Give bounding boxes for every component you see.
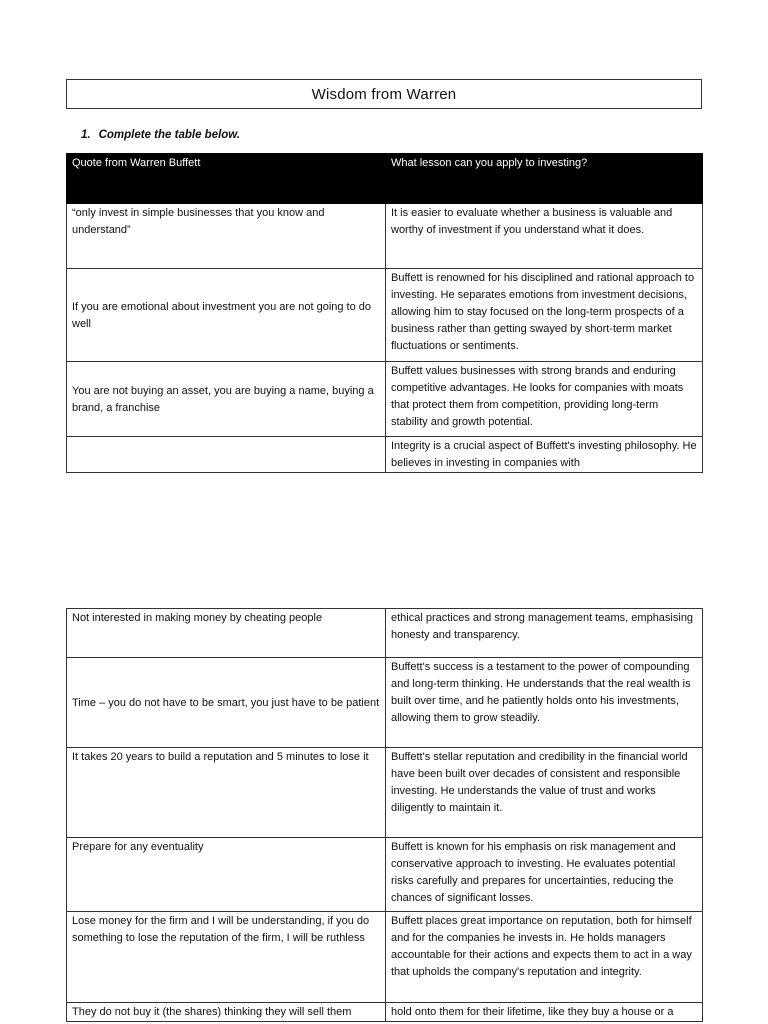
table-row [67, 838, 703, 912]
table-row [67, 362, 703, 437]
quote-cell: You are not buying an asset, you are buying a name, buying a brand, a franchise [67, 362, 386, 437]
lesson-cell: Buffett values businesses with strong brands and enduring competitive advantages. He looks for companies with moats that protect them from competition, providing long-term stability and growth potential. [386, 362, 703, 437]
table-row [67, 269, 703, 362]
instruction-number: 1. [81, 129, 91, 141]
quotes-table-page2 [66, 608, 703, 1022]
quote-cell [67, 437, 386, 473]
table-row [67, 437, 703, 473]
lesson-cell: Buffett's success is a testament to the power of compounding and long-term thinking. He understands that the real wealth is built over time, and he patiently holds onto his investments, allowing them to grow steadily. [386, 658, 703, 748]
quote-cell: Prepare for any eventuality [67, 838, 386, 912]
document-title: Wisdom from Warren [66, 79, 702, 109]
header-quote: Quote from Warren Buffett [67, 154, 386, 204]
header-lesson: What lesson can you apply to investing? [386, 154, 703, 204]
quote-cell: Time – you do not have to be smart, you just have to be patient [67, 658, 386, 748]
lesson-cell: ethical practices and strong management teams, emphasising honesty and transparency. [386, 609, 703, 658]
instruction-text: Complete the table below. [98, 129, 241, 141]
lesson-cell: Buffett is renowned for his disciplined and rational approach to investing. He separates emotions from investment decisions, allowing him to stay focused on the long-term prospects of a business rather than getting swayed by short-term market fluctuations or sentiments. [386, 269, 703, 362]
lesson-cell: Integrity is a crucial aspect of Buffett's investing philosophy. He believes in investing in companies with [386, 437, 703, 473]
quote-cell: It takes 20 years to build a reputation and 5 minutes to lose it [67, 748, 386, 838]
table-row [67, 748, 703, 838]
lesson-cell: Buffett places great importance on reputation, both for himself and for the companies he invests in. He holds managers accountable for their actions and expects them to act in a way that upholds the company's reputation and integrity. [386, 912, 703, 1003]
lesson-cell: It is easier to evaluate whether a business is valuable and worthy of investment if you understand what it does. [386, 204, 703, 269]
quote-cell: If you are emotional about investment you are not going to do well [67, 269, 386, 362]
lesson-cell: Buffett's stellar reputation and credibility in the financial world have been built over decades of consistent and responsible investing. He understands the value of trust and works diligently to maintain it. [386, 748, 703, 838]
table-row [67, 912, 703, 1003]
table-row [67, 1003, 703, 1022]
lesson-cell: hold onto them for their lifetime, like they buy a house or a [386, 1003, 703, 1022]
quotes-table-page1 [66, 153, 703, 473]
table-row [67, 609, 703, 658]
lesson-cell: Buffett is known for his emphasis on risk management and conservative approach to investing. He evaluates potential risks carefully and prepares for uncertainties, reducing the chances of significant losses. [386, 838, 703, 912]
instruction [81, 129, 240, 141]
quote-cell: Not interested in making money by cheating people [67, 609, 386, 658]
quote-cell: They do not buy it (the shares) thinking they will sell them [67, 1003, 386, 1022]
table-row [67, 658, 703, 748]
quote-cell: Lose money for the firm and I will be understanding, if you do something to lose the reputation of the firm, I will be ruthless [67, 912, 386, 1003]
table-row [67, 204, 703, 269]
quote-cell: “only invest in simple businesses that you know and understand” [67, 204, 386, 269]
table-header-row [67, 154, 703, 204]
